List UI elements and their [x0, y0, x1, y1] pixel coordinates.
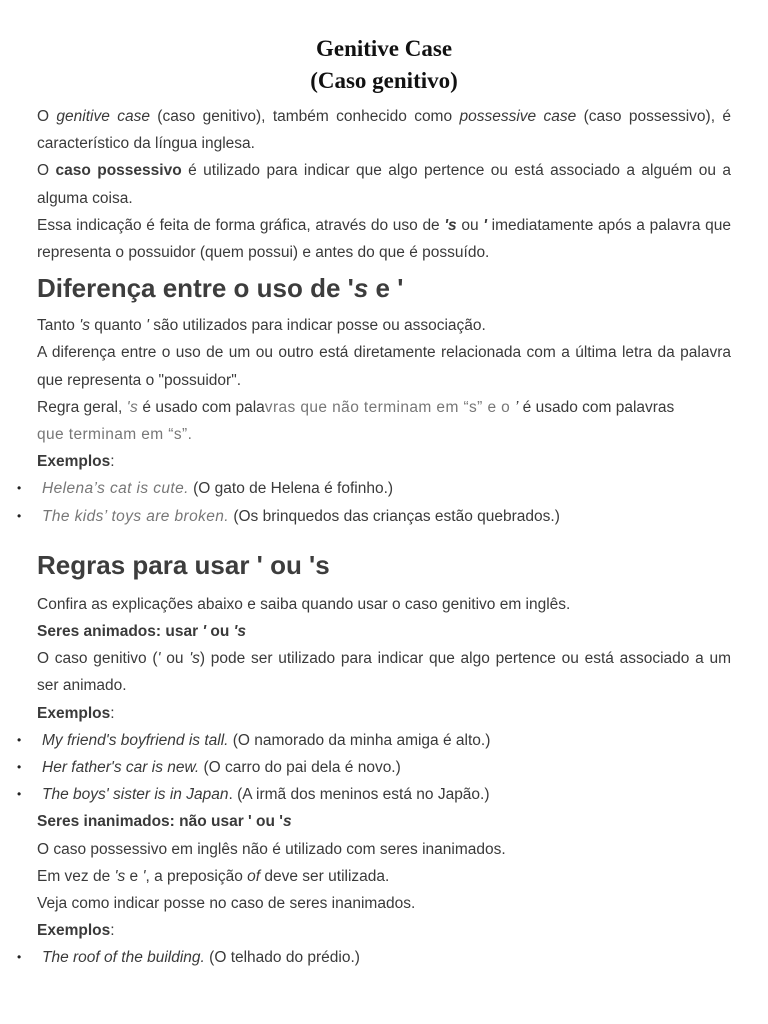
rules-section: [17, 591, 731, 972]
examples-label: Exemplos:: [37, 704, 115, 722]
document-subtitle: (Caso genitivo): [310, 68, 458, 93]
rules-intro: Confira as explicações abaixo e saiba quando usar o caso genitivo em inglês.: [37, 595, 571, 613]
inanimate-line-1: O caso possessivo em inglês não é utilizado com seres inanimados.: [37, 840, 506, 858]
title-block: [0, 0, 768, 97]
inanimate-line-3: Veja como indicar posse no caso de seres inanimados.: [37, 895, 416, 913]
bullet-icon: •: [17, 760, 22, 775]
inanimate-label: Seres inanimados: não usar ' ou 's: [37, 813, 292, 831]
section-heading-difference: Diferença entre o uso de 's e ': [37, 273, 404, 304]
difference-section: [17, 312, 731, 530]
bullet-icon: •: [17, 481, 22, 496]
intro-paragraph-3: Essa indicação é feita de forma gráfica, através do uso de 's ou ' imediatamente após a palavra que representa o possuidor (quem possui) e antes do que é possuído.: [37, 216, 731, 262]
document-title: Genitive Case: [315, 36, 453, 61]
examples-list-difference: [17, 475, 731, 529]
list-item: • Helena’s cat is cute. (O gato de Helena é fofinho.): [37, 475, 731, 502]
bullet-icon: •: [17, 950, 22, 965]
section-heading-rules: Regras para usar ' ou 's: [37, 549, 330, 580]
intro-section: [37, 103, 731, 266]
examples-list-animate: [17, 727, 731, 809]
difference-paragraph-1: Tanto 's quanto ' são utilizados para indicar posse ou associação.: [37, 317, 486, 335]
animate-paragraph: O caso genitivo (' ou 's) pode ser utilizado para indicar que algo pertence ou está associado a um ser animado.: [37, 650, 731, 695]
list-item: • The kids’ toys are broken. (Os brinquedos das crianças estão quebrados.): [37, 503, 731, 530]
bullet-icon: •: [17, 787, 22, 802]
list-item: • Her father's car is new. (O carro do pai dela é novo.): [37, 754, 731, 781]
bullet-icon: •: [17, 508, 22, 523]
examples-list-inanimate: [17, 944, 731, 971]
difference-paragraph-3: Regra geral, 's é usado com palavras que não terminam em “s” e o ’ é usado com palavras que terminam em “s”.: [37, 398, 675, 444]
list-item: • The boys' sister is in Japan. (A irmã dos meninos está no Japão.): [37, 781, 731, 808]
inanimate-line-2: Em vez de 's e ', a preposição of deve ser utilizada.: [37, 867, 390, 885]
document-content: [0, 103, 768, 972]
examples-label: Exemplos:: [37, 453, 115, 471]
list-item: • The roof of the building. (O telhado do prédio.): [37, 944, 731, 971]
intro-paragraph-1: O genitive case (caso genitivo), também conhecido como possessive case (caso possessivo), é característico da língua inglesa.: [37, 108, 731, 153]
examples-label: Exemplos:: [37, 922, 115, 940]
list-item: • My friend's boyfriend is tall. (O namorado da minha amiga é alto.): [37, 727, 731, 754]
bullet-icon: •: [17, 732, 22, 747]
animate-label: Seres animados: usar ' ou 's: [37, 623, 246, 641]
intro-paragraph-2: O caso possessivo é utilizado para indicar que algo pertence ou está associado a alguém ou a alguma coisa.: [37, 162, 731, 207]
difference-paragraph-2: A diferença entre o uso de um ou outro está diretamente relacionada com a última letra da palavra que representa o "possuidor".: [37, 344, 731, 389]
